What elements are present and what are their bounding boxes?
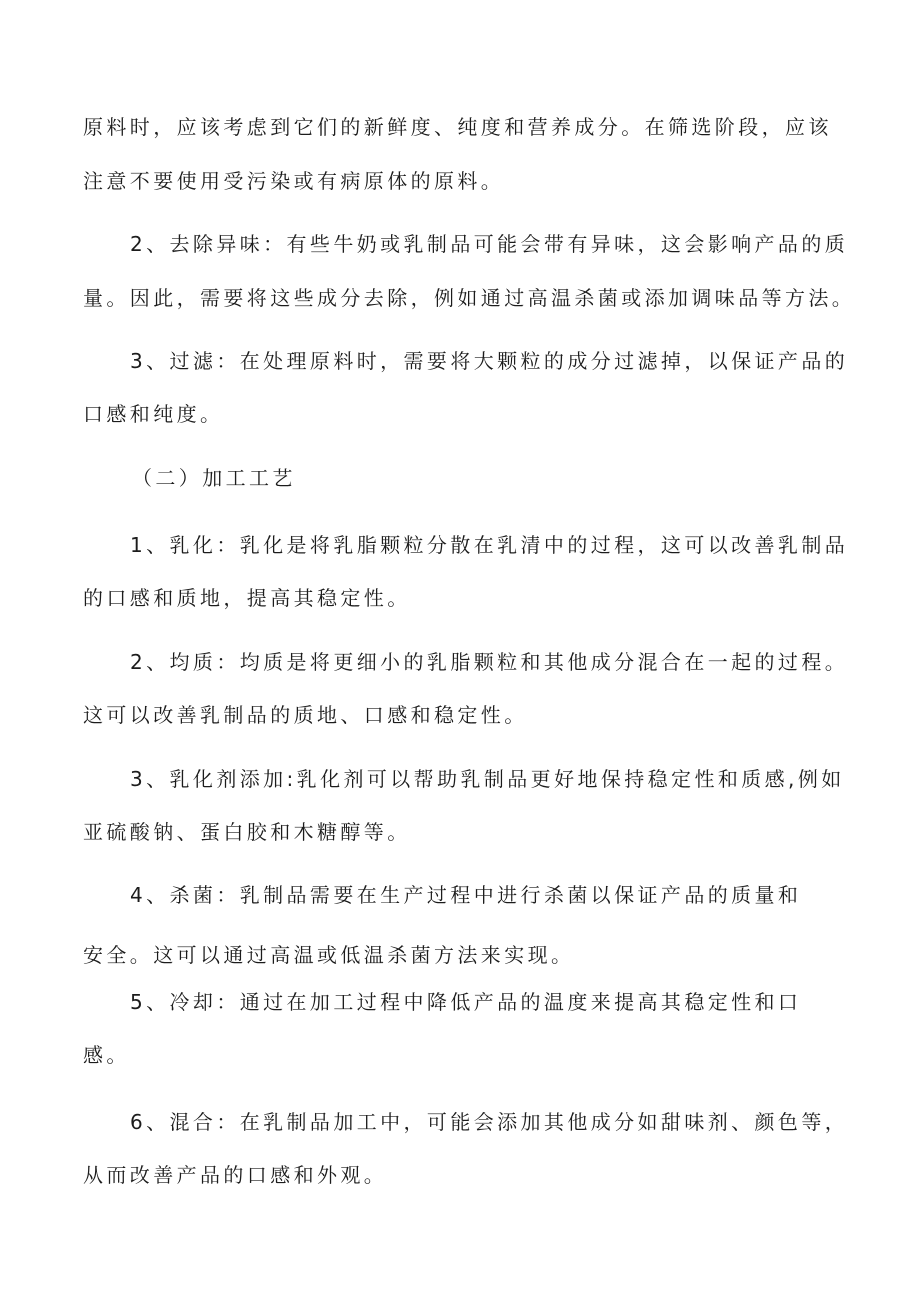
step-line: 从而改善产品的口感和外观。 bbox=[83, 1163, 388, 1187]
step-line: 亚硫酸钠、蛋白胶和木糖醇等。 bbox=[83, 820, 411, 844]
step-line: 3、乳化剂添加:乳化剂可以帮助乳制品更好地保持稳定性和质感,例如 bbox=[130, 767, 845, 791]
step-line: 这可以改善乳制品的质地、口感和稳定性。 bbox=[83, 703, 528, 727]
step-line: 1、乳化：乳化是将乳脂颗粒分散在乳清中的过程，这可以改善乳制品 bbox=[130, 533, 849, 557]
step-line: 2、均质：均质是将更细小的乳脂颗粒和其他成分混合在一起的过程。 bbox=[130, 650, 849, 674]
paragraph-line: 3、过滤：在处理原料时，需要将大颗粒的成分过滤掉，以保证产品的 bbox=[130, 349, 849, 373]
step-line: 的口感和质地，提高其稳定性。 bbox=[83, 586, 411, 610]
step-line: 6、混合：在乳制品加工中，可能会添加其他成分如甜味剂、颜色等， bbox=[130, 1110, 849, 1134]
step-line: 感。 bbox=[83, 1043, 130, 1067]
step-line: 4、杀菌：乳制品需要在生产过程中进行杀菌以保证产品的质量和 bbox=[130, 883, 802, 907]
section-heading: （二）加工工艺 bbox=[132, 466, 296, 490]
paragraph-line: 口感和纯度。 bbox=[83, 402, 224, 426]
paragraph-line: 量。因此，需要将这些成分去除，例如通过高温杀菌或添加调味品等方法。 bbox=[83, 286, 856, 310]
step-line: 5、冷却：通过在加工过程中降低产品的温度来提高其稳定性和口 bbox=[130, 990, 802, 1014]
paragraph-line: 注意不要使用受污染或有病原体的原料。 bbox=[83, 169, 505, 193]
paragraph-line: 原料时，应该考虑到它们的新鲜度、纯度和营养成分。在筛选阶段，应该 bbox=[83, 115, 832, 139]
step-line: 安全。这可以通过高温或低温杀菌方法来实现。 bbox=[83, 943, 575, 967]
paragraph-line: 2、去除异味：有些牛奶或乳制品可能会带有异味，这会影响产品的质 bbox=[130, 232, 849, 256]
